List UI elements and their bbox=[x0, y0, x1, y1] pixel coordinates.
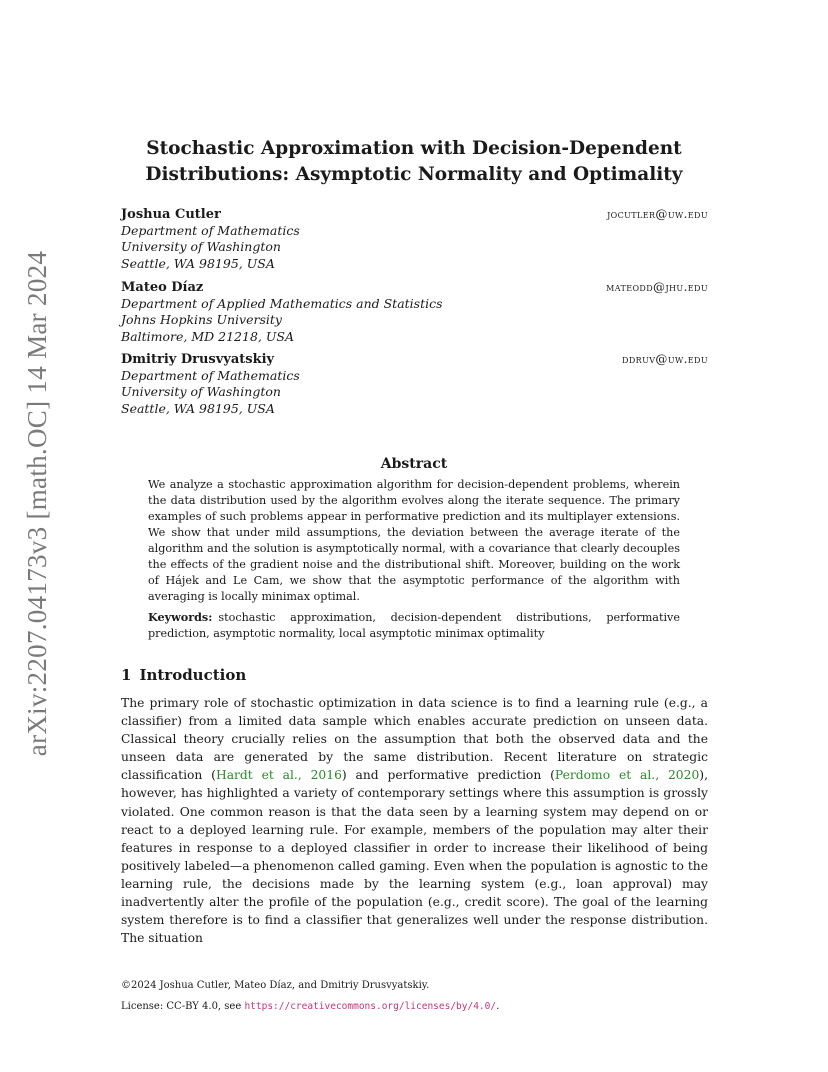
author-name: Dmitriy Drusvyatskiy bbox=[121, 352, 275, 367]
author-email[interactable]: mateodd@jhu.edu bbox=[606, 280, 708, 294]
author-affiliation: Department of Mathematics bbox=[121, 368, 300, 384]
arxiv-identifier-stamp bbox=[18, 250, 58, 756]
introduction-paragraph bbox=[121, 694, 708, 947]
title-line-1: Stochastic Approximation with Decision-Dependent bbox=[146, 138, 682, 159]
author-email[interactable]: jocutler@uw.edu bbox=[607, 207, 708, 221]
license-notice bbox=[121, 1001, 499, 1012]
section-heading-introduction bbox=[121, 666, 246, 684]
author-affiliation: Johns Hopkins University bbox=[121, 312, 282, 328]
author-affiliation: Seattle, WA 98195, USA bbox=[121, 400, 275, 416]
author-affiliation: Seattle, WA 98195, USA bbox=[121, 255, 275, 271]
section-title: Introduction bbox=[139, 666, 247, 684]
author-block-3 bbox=[121, 351, 708, 417]
license-prefix: License: CC-BY 4.0, see bbox=[121, 1001, 245, 1012]
author-affiliation: University of Washington bbox=[121, 384, 281, 400]
title-line-2: Distributions: Asymptotic Normality and Optimality bbox=[145, 164, 683, 185]
author-affiliation: University of Washington bbox=[121, 239, 281, 255]
keywords bbox=[148, 609, 680, 642]
author-name: Joshua Cutler bbox=[121, 207, 221, 222]
author-email[interactable]: ddruv@uw.edu bbox=[622, 352, 708, 366]
license-url-link[interactable]: https://creativecommons.org/licenses/by/4.0/ bbox=[244, 1001, 497, 1012]
paragraph-text: ), however, has highlighted a variety of contemporary settings where this assumption is grossly violated. One common reason is that the data seen by a learning system may depend on or react to a deployed learning rule. For example, members of the population may alter their features in response to a deployed classifier in order to increase their likelihood of being positively labeled—a phenomenon called gaming. Even when the population is agnostic to the learning rule, the decisions made by the learning system (e.g., loan approval) may inadvertently alter the profile of the population (e.g., credit score). The goal of the learning system therefore is to find a classifier that generalizes well under the response distribution. The situation bbox=[121, 768, 708, 946]
citation-link-hardt[interactable]: Hardt et al., 2016 bbox=[215, 768, 342, 783]
paragraph-text: The primary role of stochastic optimization in data science is to find a learning rule (e.g., a classifier) from a limited data sample which enables accurate prediction on unseen data. Classical theory crucially relies on the assumption that both the observed data and the unseen data are generated by the same distribution. Recent literature on strategic classification ( bbox=[121, 696, 708, 783]
author-name: Mateo Díaz bbox=[121, 280, 204, 295]
paper-title bbox=[120, 136, 708, 188]
author-block-1 bbox=[121, 206, 708, 272]
citation-link-perdomo[interactable]: Perdomo et al., 2020 bbox=[554, 768, 700, 783]
keywords-text: stochastic approximation, decision-dependent distributions, performative prediction, asymptotic normality, local asymptotic minimax optimality bbox=[148, 611, 680, 640]
copyright-notice: ©2024 Joshua Cutler, Mateo Díaz, and Dmitriy Drusvyatskiy. bbox=[121, 980, 430, 991]
author-affiliation: Department of Applied Mathematics and Statistics bbox=[121, 296, 443, 312]
license-suffix: . bbox=[496, 1001, 500, 1012]
author-affiliation: Baltimore, MD 21218, USA bbox=[121, 328, 294, 344]
paragraph-text: ) and performative prediction ( bbox=[341, 768, 555, 783]
abstract-heading: Abstract bbox=[380, 456, 448, 472]
arxiv-identifier-text: arXiv:2207.04173v3 [math.OC] 14 Mar 2024 bbox=[22, 250, 53, 756]
author-affiliation: Department of Mathematics bbox=[121, 223, 300, 239]
abstract-text: We analyze a stochastic approximation algorithm for decision-dependent problems, wherein the data distribution used by the algorithm evolves along the iterate sequence. The primary examples of such problems appear in performative prediction and its multiplayer extensions. We show that under mild assumptions, the deviation between the average iterate of the algorithm and the solution is asymptotically normal, with a covariance that clearly decouples the effects of the gradient noise and the distributional shift. Moreover, building on the work of Hájek and Le Cam, we show that the asymptotic performance of the algorithm with averaging is locally minimax optimal. bbox=[148, 478, 680, 603]
author-block-2 bbox=[121, 279, 708, 345]
section-number: 1 bbox=[121, 666, 132, 684]
keywords-label: Keywords: bbox=[148, 610, 213, 624]
